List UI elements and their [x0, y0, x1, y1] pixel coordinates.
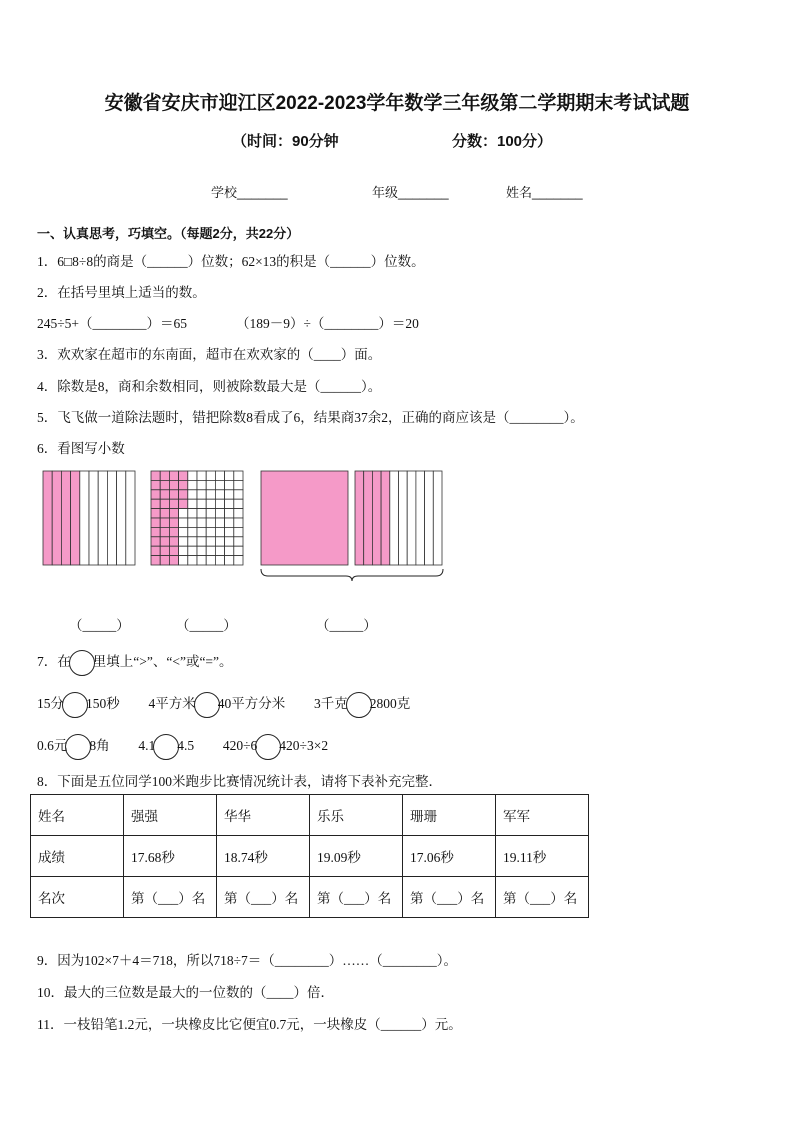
- grade-field: 年级_______: [372, 185, 449, 200]
- table-cell: 华华: [217, 795, 310, 836]
- hundredth-cell: [206, 480, 215, 489]
- tenth-strip: [416, 471, 425, 565]
- hundredth-cell: [188, 471, 197, 480]
- hundredth-cell: [169, 537, 178, 546]
- name-field: 姓名_______: [506, 185, 583, 200]
- hundredth-cell: [225, 546, 234, 555]
- q7-row-1: [37, 692, 410, 718]
- table-cell: 18.74秒: [217, 836, 310, 877]
- tenth-strip: [433, 471, 442, 565]
- hundredth-cell: [169, 556, 178, 565]
- table-cell: 成绩: [31, 836, 124, 877]
- figure-tenths: [43, 471, 135, 565]
- hundredth-cell: [179, 509, 188, 518]
- table-cell: 姓名: [31, 795, 124, 836]
- hundredth-cell: [234, 471, 243, 480]
- hundredth-cell: [234, 499, 243, 508]
- hundredth-cell: [160, 556, 169, 565]
- hundredth-cell: [169, 490, 178, 499]
- question-10: 10．最大的三位数是最大的一位数的（____）倍．: [37, 985, 334, 1000]
- hundredth-cell: [234, 490, 243, 499]
- table-cell: 乐乐: [310, 795, 403, 836]
- hundredth-cell: [197, 518, 206, 527]
- table-cell: 珊珊: [403, 795, 496, 836]
- hundredth-cell: [160, 509, 169, 518]
- rank-blank[interactable]: 第（___）名: [403, 877, 496, 918]
- table-cell: 军军: [496, 795, 589, 836]
- hundredth-cell: [197, 499, 206, 508]
- exam-score: 分数：100分）: [452, 133, 553, 150]
- hundredth-cell: [206, 471, 215, 480]
- hundredth-cell: [179, 527, 188, 536]
- tenth-strip: [425, 471, 434, 565]
- hundredth-cell: [206, 546, 215, 555]
- answer-circle[interactable]: [346, 692, 372, 718]
- hundredth-cell: [225, 537, 234, 546]
- hundredth-cell: [215, 537, 224, 546]
- hundredth-cell: [151, 499, 160, 508]
- hundredth-cell: [188, 499, 197, 508]
- figure-one-and-tenths: [261, 471, 442, 565]
- hundredth-cell: [215, 518, 224, 527]
- tenth-strip: [372, 471, 381, 565]
- hundredth-cell: [188, 546, 197, 555]
- hundredth-cell: [188, 527, 197, 536]
- answer-circle[interactable]: [194, 692, 220, 718]
- hundredth-cell: [151, 546, 160, 555]
- hundredth-cell: [169, 518, 178, 527]
- question-8: 8．下面是五位同学100米跑步比赛情况统计表，请将下表补充完整．: [37, 774, 442, 789]
- q7-item: 4平方米: [148, 696, 196, 712]
- q7-prefix: 7．在: [37, 654, 71, 670]
- q7-item: 15分: [37, 696, 64, 712]
- hundredth-cell: [179, 480, 188, 489]
- hundredth-cell: [215, 556, 224, 565]
- page-title: 安徽省安庆市迎江区2022-2023学年数学三年级第二学期期末考试试题: [104, 93, 690, 114]
- hundredth-cell: [197, 490, 206, 499]
- hundredth-cell: [225, 509, 234, 518]
- tenth-strip: [52, 471, 61, 565]
- hundredth-cell: [188, 537, 197, 546]
- hundredth-cell: [179, 471, 188, 480]
- hundredth-cell: [206, 499, 215, 508]
- hundredth-cell: [151, 490, 160, 499]
- hundredth-cell: [215, 471, 224, 480]
- hundredth-cell: [206, 556, 215, 565]
- table-cell: 19.11秒: [496, 836, 589, 877]
- hundredth-cell: [225, 527, 234, 536]
- hundredth-cell: [151, 537, 160, 546]
- table-cell: 强强: [124, 795, 217, 836]
- tenth-strip: [407, 471, 416, 565]
- q7-item: 150秒: [86, 696, 120, 712]
- hundredth-cell: [160, 537, 169, 546]
- rank-blank[interactable]: 第（___）名: [496, 877, 589, 918]
- q6-blank-3: （_____）: [316, 618, 377, 633]
- hundredth-cell: [215, 527, 224, 536]
- whole-square: [261, 471, 348, 565]
- tenth-strip: [107, 471, 116, 565]
- table-cell: 19.09秒: [310, 836, 403, 877]
- hundredth-cell: [169, 480, 178, 489]
- tenth-strip: [399, 471, 408, 565]
- table-row: [31, 877, 589, 918]
- question-2: 2．在括号里填上适当的数。: [37, 285, 206, 300]
- hundredth-cell: [160, 527, 169, 536]
- question-2b: （189－9）÷（________）＝20: [236, 316, 419, 331]
- hundredth-cell: [234, 546, 243, 555]
- hundredth-cell: [188, 490, 197, 499]
- hundredth-cell: [179, 546, 188, 555]
- q7-item: 420÷6: [222, 738, 258, 754]
- hundredth-cell: [234, 556, 243, 565]
- decimal-figures: [42, 470, 446, 570]
- rank-blank[interactable]: 第（___）名: [310, 877, 403, 918]
- q6-blank-2: （_____）: [176, 618, 237, 633]
- hundredth-cell: [169, 509, 178, 518]
- hundredth-cell: [188, 518, 197, 527]
- tenth-strip: [355, 471, 364, 565]
- answer-circle[interactable]: [62, 692, 88, 718]
- hundredth-cell: [197, 537, 206, 546]
- hundredth-cell: [234, 480, 243, 489]
- question-2a: 245÷5+（________）＝65: [37, 316, 188, 331]
- tenth-strip: [61, 471, 70, 565]
- hundredth-cell: [225, 518, 234, 527]
- question-4: 4．除数是8，商和余数相同，则被除数最大是（______）。: [37, 379, 382, 394]
- table-row: [31, 836, 589, 877]
- question-6: 6．看图写小数: [37, 441, 125, 456]
- question-3: 3．欢欢家在超市的东南面，超市在欢欢家的（____）面。: [37, 347, 382, 362]
- answer-circle[interactable]: [65, 734, 91, 760]
- hundredth-cell: [215, 509, 224, 518]
- table-cell: 17.68秒: [124, 836, 217, 877]
- hundredth-cell: [206, 527, 215, 536]
- question-7: [37, 650, 233, 676]
- hundredth-cell: [206, 509, 215, 518]
- hundredth-cell: [160, 471, 169, 480]
- hundredth-cell: [215, 490, 224, 499]
- hundredth-cell: [197, 509, 206, 518]
- figure-hundredths: [151, 471, 243, 565]
- hundredth-cell: [160, 480, 169, 489]
- school-field: 学校_______: [211, 185, 288, 200]
- q7-item: 4.1: [138, 738, 156, 754]
- tenth-strip: [390, 471, 399, 565]
- hundredth-cell: [179, 556, 188, 565]
- hundredth-cell: [151, 471, 160, 480]
- hundredth-cell: [169, 471, 178, 480]
- q7-row-2: [37, 734, 328, 760]
- brace-icon: [260, 568, 444, 582]
- question-11: 11．一枝铅笔1.2元，一块橡皮比它便宜0.7元，一块橡皮（______）元。: [37, 1017, 462, 1032]
- hundredth-cell: [225, 480, 234, 489]
- q7-item: 420÷3×2: [279, 738, 329, 754]
- q6-blank-1: （_____）: [69, 618, 130, 633]
- hundredth-cell: [160, 499, 169, 508]
- hundredth-cell: [197, 527, 206, 536]
- rank-blank[interactable]: 第（___）名: [217, 877, 310, 918]
- hundredth-cell: [225, 490, 234, 499]
- hundredth-cell: [188, 556, 197, 565]
- question-1: 1．6□8÷8的商是（______）位数；62×13的积是（______）位数。: [37, 254, 425, 269]
- hundredth-cell: [188, 480, 197, 489]
- tenth-strip: [126, 471, 135, 565]
- hundredth-cell: [215, 499, 224, 508]
- q7-item: 2800克: [369, 696, 411, 712]
- hundredth-cell: [206, 537, 215, 546]
- hundredth-cell: [151, 527, 160, 536]
- results-table: [30, 794, 589, 918]
- hundredth-cell: [169, 527, 178, 536]
- table-cell: 17.06秒: [403, 836, 496, 877]
- compare-circle-icon: [69, 650, 95, 676]
- hundredth-cell: [188, 509, 197, 518]
- hundredth-cell: [206, 490, 215, 499]
- hundredth-cell: [234, 537, 243, 546]
- section-heading: 一、认真思考，巧填空。（每题2分，共22分）: [37, 226, 300, 241]
- hundredth-cell: [197, 556, 206, 565]
- table-row: [31, 795, 589, 836]
- hundredth-cell: [225, 471, 234, 480]
- tenth-strip: [71, 471, 80, 565]
- hundredth-cell: [197, 546, 206, 555]
- hundredth-cell: [234, 518, 243, 527]
- answer-circle[interactable]: [153, 734, 179, 760]
- hundredth-cell: [206, 518, 215, 527]
- exam-time: （时间：90分钟: [232, 133, 339, 150]
- tenth-strip: [381, 471, 390, 565]
- hundredth-cell: [234, 527, 243, 536]
- hundredth-cell: [215, 480, 224, 489]
- tenth-strip: [117, 471, 126, 565]
- hundredth-cell: [151, 480, 160, 489]
- hundredth-cell: [151, 556, 160, 565]
- hundredth-cell: [215, 546, 224, 555]
- answer-circle[interactable]: [255, 734, 281, 760]
- q7-item: 40平方分米: [217, 696, 286, 712]
- hundredth-cell: [225, 556, 234, 565]
- hundredth-cell: [169, 499, 178, 508]
- hundredth-cell: [160, 546, 169, 555]
- question-5: 5．飞飞做一道除法题时，错把除数8看成了6，结果商37余2，正确的商应该是（________）。: [37, 410, 584, 425]
- hundredth-cell: [151, 518, 160, 527]
- q7-suffix: 里填上“>”、“<”或“=”。: [92, 654, 233, 670]
- q7-item: 3千克: [314, 696, 348, 712]
- tenth-strip: [80, 471, 89, 565]
- hundredth-cell: [160, 518, 169, 527]
- hundredth-cell: [179, 490, 188, 499]
- hundredth-cell: [197, 471, 206, 480]
- hundredth-cell: [225, 499, 234, 508]
- hundredth-cell: [179, 499, 188, 508]
- hundredth-cell: [179, 537, 188, 546]
- hundredth-cell: [179, 518, 188, 527]
- table-cell: 名次: [31, 877, 124, 918]
- hundredth-cell: [197, 480, 206, 489]
- tenth-strip: [89, 471, 98, 565]
- hundredth-cell: [160, 490, 169, 499]
- hundredth-cell: [151, 509, 160, 518]
- hundredth-cell: [169, 546, 178, 555]
- rank-blank[interactable]: 第（___）名: [124, 877, 217, 918]
- tenth-strip: [43, 471, 52, 565]
- tenth-strip: [98, 471, 107, 565]
- q7-item: 8角: [89, 738, 110, 754]
- q7-item: 0.6元: [37, 738, 68, 754]
- tenth-strip: [364, 471, 373, 565]
- question-9: 9．因为102×7＋4＝718，所以718÷7＝（________）……（________）。: [37, 953, 458, 968]
- hundredth-cell: [234, 509, 243, 518]
- q7-item: 4.5: [177, 738, 195, 754]
